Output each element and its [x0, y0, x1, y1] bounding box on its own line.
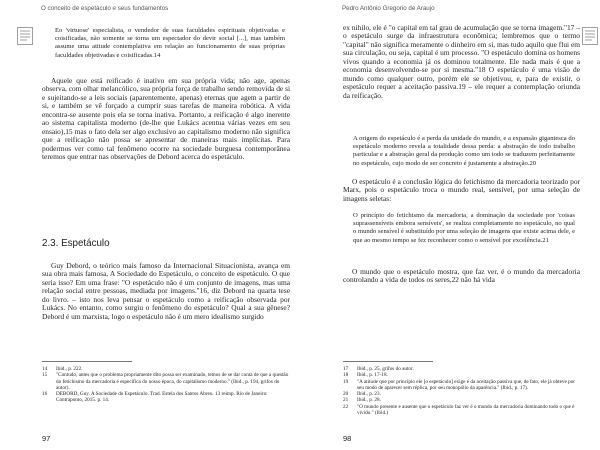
block-quote: Eo 'virtuose' especialista, o vendedor de suas faculdades espirituais objetivadas e coisificadas, não somente se torna um espectador do devir social [...], mas também assume uma atitude contemplativa em relação ao funcionamento de suas próprias faculdades objetivadas e coisificadas.14: [55, 27, 285, 59]
footnote-text: Ibid., p. 25, grifos do autor.: [357, 366, 414, 372]
block-quote: A origem do espetáculo é a perda da unidade do mundo, e a expansão gigantesca do espetáculo moderno revela a totalidade dessa perda: a abstração de todo trabalho particular e a abstração geral da produção como um todo se traduzem perfeitamente no espetáculo, cujo modo de ser concreto é justamente a abstração.20: [353, 135, 575, 167]
body-paragraph: O espetáculo é a conclusão lógica do fetichismo da mercadoria teorizado por Marx, pois o espetáculo troca o mundo real, sensível, por uma seleção de imagens seletas:: [343, 177, 580, 203]
footnote-text: "O mundo presente e ausente que o espetáculo faz ver é o mundo da mercadoria dominando tudo o que é vivido." (Ibid.): [357, 403, 575, 417]
footnote-rule: [42, 361, 132, 362]
footnote-rule: [343, 361, 433, 362]
footnote-number: 22: [343, 403, 349, 410]
footnote-text: Ibid., p. 17-18.: [357, 372, 388, 379]
footnote-text: Ibid., p. 28.: [357, 397, 381, 404]
right-page: [300, 0, 600, 450]
page-number: 98: [343, 434, 352, 443]
footnote-number: 17: [343, 366, 349, 372]
section-title: 2.3. Espetáculo: [42, 238, 110, 249]
footnote-text: DEBORD, Guy. A Sociedade do Espetáculo. Trad. Estela dos Santos Abreu. 13 reimp. Rio de Janeiro: Contraponto, 2015. p. 14.: [56, 391, 268, 404]
body-paragraph: O mundo que o espetáculo mostra, que faz ver, é o mundo da mercadoria controlando a vida de todos os seres,22 não há vida: [343, 267, 580, 285]
footnote-text: Ibid., p. 222.: [56, 366, 83, 372]
block-quote: O princípio do fetichismo da mercadoria, a dominação da sociedade por 'coisas suprassensíveis embora sensíveis', se realiza completamente no espetáculo, no qual o mundo sensível é substituído por uma seleção de imagens que existe acima dele, e que ao mesmo tempo se fez reconhecer como o sensível por excelência.21: [353, 212, 575, 244]
footnote-number: 19: [343, 378, 349, 385]
footnote-number: 16: [42, 391, 48, 398]
footnote-text: "Contudo, antes que o problema propriamente dito possa ser examinado, temos de se dar conta de que a questão do fetichismo da mercadoria é específica do nosso época, do capitalismo moderno." (Ibid., p. 194, grifos do autor).: [56, 372, 289, 391]
footnote: [42, 391, 290, 404]
page-number: 97: [42, 434, 51, 443]
running-head: Pedro Antônio Gregorio de Araujo: [342, 5, 435, 12]
footnote-number: 15: [42, 372, 48, 379]
running-head: O conceito de espetáculo e seus fundamentos: [41, 5, 169, 12]
notes-icon[interactable]: [582, 27, 598, 45]
footnote: [42, 372, 290, 391]
footnote: [343, 379, 580, 392]
footnote-text: Ibid., p. 23.: [357, 391, 381, 398]
footnote-number: 21: [343, 397, 349, 404]
footnote-text: "A atitude que por princípio ele [o espetáculo] exige é da aceitação passiva que, de fato, ele já obteve por seu modo de aparecer sem réplica, por seu monopólio da aparência." (Ibid., p. 17).: [357, 378, 576, 391]
body-paragraph: Aquele que está reificado é inativo em sua própria vida; não age, apenas observa, com olhar melancólico, sua própria força de trabalho sendo removida de si e sujeitando-se a leis sociais (aparentemente, apenas) eternas que agem a partir de si, e também se vê forçado a cumprir suas tarefas de maneira robótica. A vida encontra-se ausente pois ela se torna inativa. Portanto, a reificação é algo inerente ao sistema capitalista moderno (de-lhe que Lukács acentua várias vezes em seu ensaio),15 mas o fato dela ser algo exclusivo ao capitalismo moderno não significa que a reificação não possa se apresentar de maneiras mais implícitas. Para podermos ver como tal fenômeno ocorre na sociedade burguesa contemporânea teremos que entrar nas observações de Debord acerca do espetáculo.: [42, 76, 290, 162]
footnote-number: 20: [343, 391, 349, 398]
notes-icon[interactable]: [17, 27, 33, 45]
body-paragraph: ex nihilo, ele é "o capital em tal grau de acumulação que se torna imagem."17 – o espetáculo surge da infraestrutura econômica; lembremos que o termo "capital" não significa meramente o dinheiro em si, mas tudo aquilo que flui em sua circulação, ou seja, capital é um processo. "O espetáculo domina os homens vivos quando a economia já os dominou totalmente. Ele nada mais é que a economia desenvolvendo-se por si mesma."18 O espetáculo é uma visão de mundo como qualquer outro, porém ele se objetivou, e, para de existir, o espetáculo requer a aceitação passiva.19 – ele requer a contemplação oriunda da reificação.: [343, 23, 580, 100]
footnote-number: 18: [343, 372, 349, 379]
footnote: [343, 404, 580, 417]
footnote-number: 14: [42, 366, 48, 372]
body-paragraph: Guy Debord, o teórico mais famoso da Internacional Situacionista, avança em sua obra mais famosa, A Sociedade do Espetáculo, o conceito de espetáculo. O que seria isso? Em uma frase: "O espetáculo não é um conjunto de imagens, mas uma relação social entre pessoas, mediada por imagens."16, diz Debord na quarta tese do livro. – isto nos leva pensar o espetáculo como a reificação observada por Lukács. No entanto, como surgiu o fenômeno do espetáculo? Qual a sua gênese? Debord é um marxista, logo o espetáculo não é um mero idealismo surgido: [42, 261, 290, 321]
